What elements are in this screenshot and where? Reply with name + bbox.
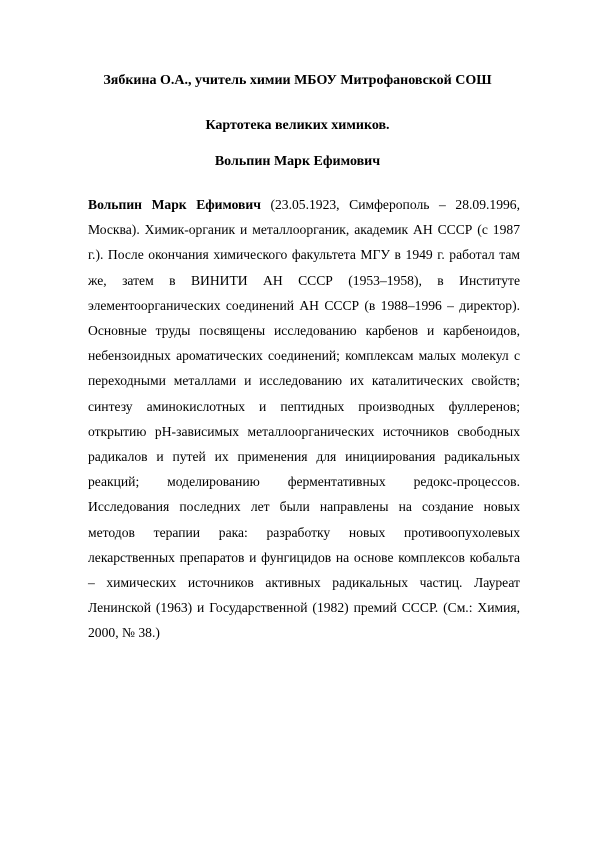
person-title: Вольпин Марк Ефимович [214, 154, 381, 169]
biography-name: Вольпин Марк Ефимович [88, 197, 261, 212]
cardfile-title: Картотека великих химиков. [205, 118, 390, 133]
biography-paragraph [88, 192, 520, 646]
biography-text: (23.05.1923, Симферополь – 28.09.1996, Москва). Химик-органик и металлоорганик, академик АН СССР (с 1987 г.). После окончания химического факультета МГУ в 1949 г. работал там же, затем в ВИНИТИ АН СССР (1953–1958), в Институте элементоорганических соединений АН СССР (в 1988–1996 – директор). Основные труды посвящены исследованию карбенов и карбеноидов, небензоидных ароматических соединений; комплексам малых молекул с переходными металлами и исследованию их каталитических свойств; синтезу аминокислотных и пептидных производных фуллеренов; открытию pH-зависимых металлоорганических источников свободных радикалов и путей их применения для инициирования радикальных реакций; моделированию ферментативных редокс-процессов. Исследования последних лет были направлены на создание новых методов терапии рака: разработку новых противоопухолевых лекарственных препаратов и фунгицидов на основе комплексов кобальта – химических источников активных радикальных частиц. Лауреат Ленинской (1963) и Государственной (1982) премий СССР. (См.: Химия, 2000, № 38.) [88, 197, 520, 641]
author-line: Зябкина О.А., учитель химии МБОУ Митрофановской СОШ [103, 73, 492, 88]
